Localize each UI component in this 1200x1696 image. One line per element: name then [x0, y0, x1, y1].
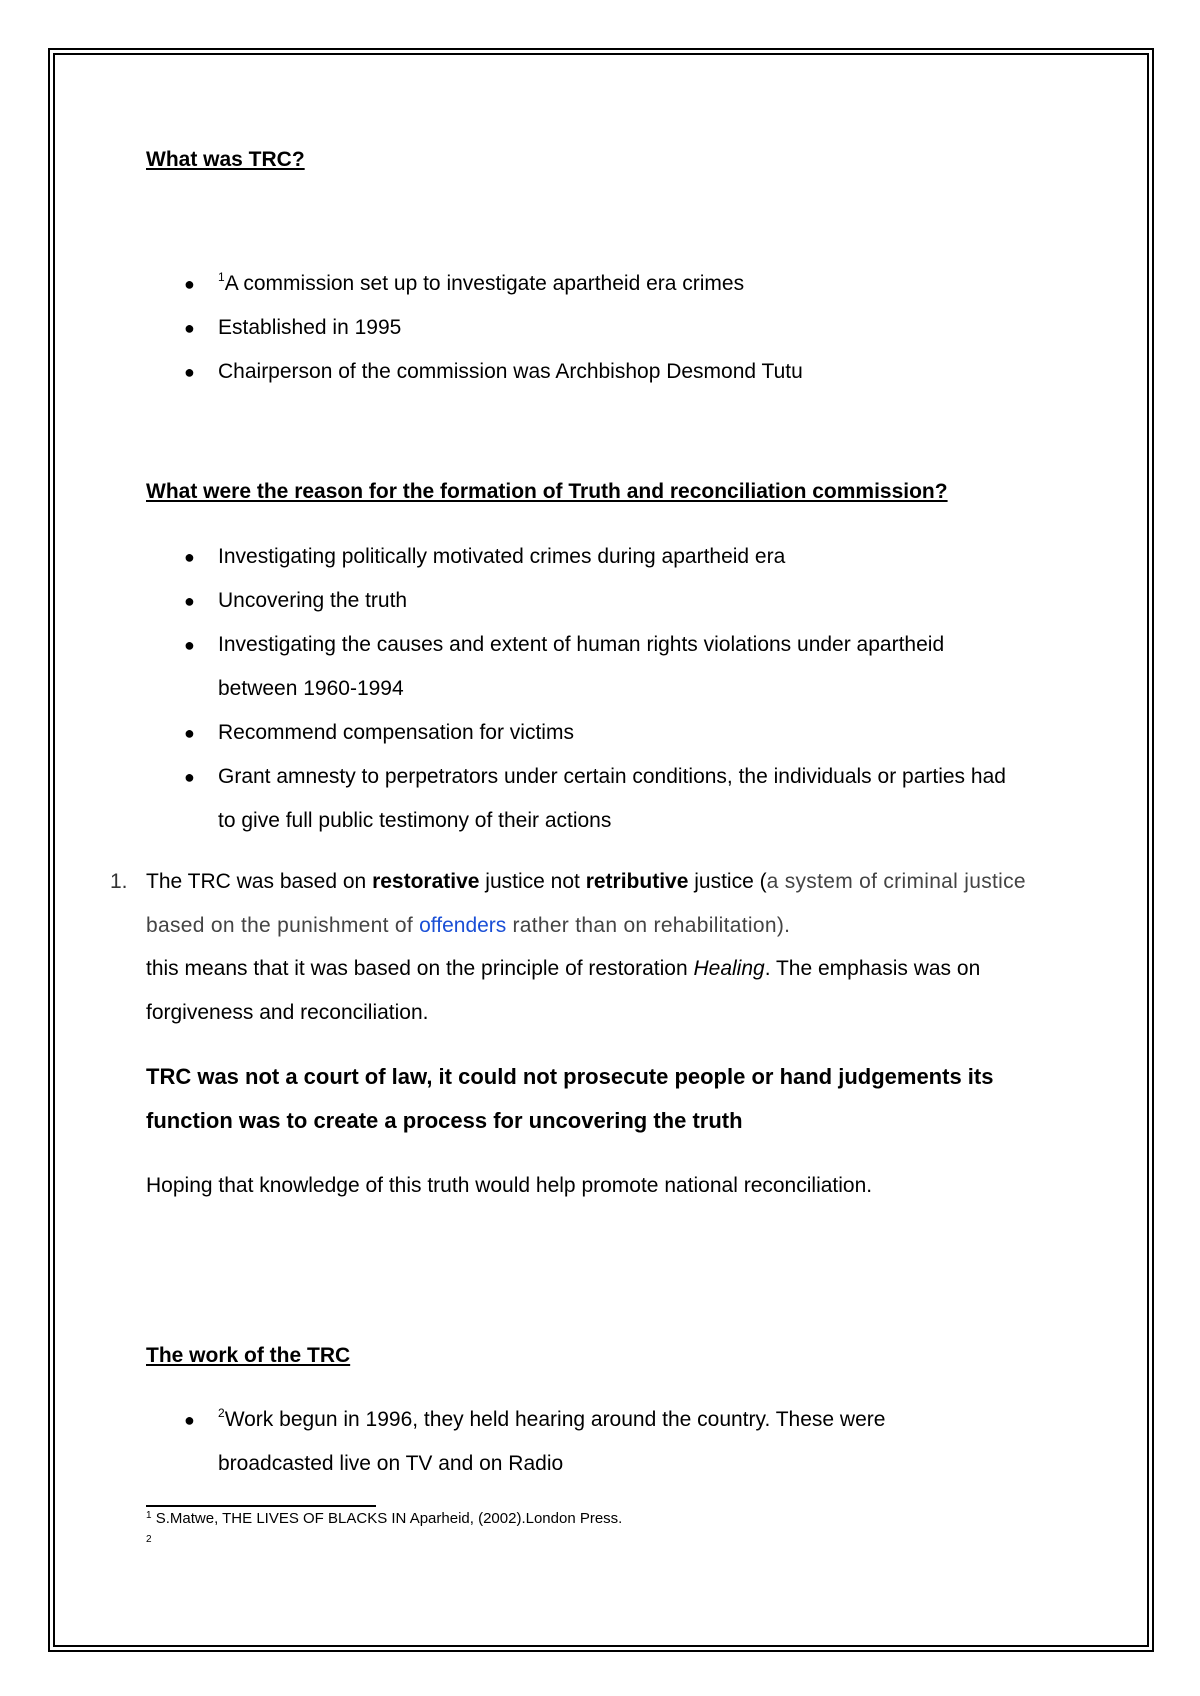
bullet-icon: ● [184, 318, 195, 338]
footnote-ref[interactable]: 2 [218, 1406, 225, 1420]
list-what-was-trc [146, 262, 1046, 394]
footnote-separator [146, 1505, 376, 1507]
definition-text: rather than on rehabilitation). [506, 914, 791, 937]
list-work [146, 1398, 986, 1486]
list-item-text: Grant amnesty to perpetrators under certain conditions, the individuals or parties had to give full public testimony of their actions [218, 765, 1006, 832]
list-item-text: Investigating the causes and extent of human rights violations under apartheid between 1960-1994 [218, 633, 945, 700]
footnote-1 [146, 1510, 622, 1527]
list-item [146, 535, 1026, 579]
footnote-number: 1 [146, 1510, 152, 1521]
bullet-icon: ● [184, 274, 195, 294]
text-run: justice ( [688, 870, 767, 893]
footnote-number: 2 [146, 1534, 152, 1545]
text-run: justice not [479, 870, 586, 893]
bullet-icon: ● [184, 547, 195, 567]
paragraph-healing [146, 947, 1066, 1035]
list-item [146, 623, 1026, 711]
offenders-link[interactable]: offenders [419, 914, 507, 937]
list-item [146, 306, 1046, 350]
list-item [146, 711, 1026, 755]
list-item-text: Investigating politically motivated crimes during apartheid era [218, 545, 786, 568]
footnote-2 [146, 1534, 152, 1551]
bullet-icon: ● [184, 1410, 195, 1430]
definition-text: a system of criminal justice based on the punishment of [146, 870, 1026, 937]
list-item [146, 579, 1026, 623]
italic-healing: Healing [693, 957, 765, 980]
list-item [146, 262, 1046, 306]
text-run: The TRC was based on [146, 870, 373, 893]
bullet-icon: ● [184, 723, 195, 743]
list-item-text: Work begun in 1996, they held hearing around the country. These were broadcasted live on TV and on Radio [218, 1408, 886, 1475]
bullet-icon: ● [184, 591, 195, 611]
bullet-icon: ● [184, 362, 195, 382]
bullet-icon: ● [184, 635, 195, 655]
list-item-text: Uncovering the truth [218, 589, 408, 612]
paragraph-hoping: Hoping that knowledge of this truth would help promote national reconciliation. [146, 1174, 873, 1197]
footnote-text: S.Matwe, THE LIVES OF BLACKS IN Aparheid, (2002).London Press. [151, 1510, 623, 1527]
numbered-label: 1. [110, 870, 128, 893]
list-item-text: A commission set up to investigate apartheid era crimes [224, 272, 745, 295]
list-item [146, 755, 1026, 843]
heading-what-was-trc: What was TRC? [146, 148, 305, 171]
bullet-icon: ● [184, 767, 195, 787]
paragraph-restorative-justice [146, 860, 1066, 948]
list-item-text: Recommend compensation for victims [218, 721, 574, 744]
list-item [146, 350, 1046, 394]
bold-retributive: retributive [585, 870, 689, 893]
heading-reasons: What were the reason for the formation of Truth and reconciliation commission? [146, 480, 948, 503]
list-reasons [146, 535, 1026, 843]
paragraph-not-court: TRC was not a court of law, it could not prosecute people or hand judgements its function was to create a process for uncovering the truth [146, 1064, 994, 1133]
list-item-text: Chairperson of the commission was Archbishop Desmond Tutu [218, 360, 803, 383]
heading-work-of-trc: The work of the TRC [146, 1344, 351, 1367]
text-run: this means that it was based on the principle of restoration [146, 957, 694, 980]
list-item-text: Established in 1995 [218, 316, 402, 339]
footnote-ref[interactable]: 1 [218, 270, 225, 284]
list-item [146, 1398, 986, 1486]
text-run: . The emphasis was on forgiveness and reconciliation. [146, 957, 981, 1024]
bold-restorative: restorative [372, 870, 480, 893]
